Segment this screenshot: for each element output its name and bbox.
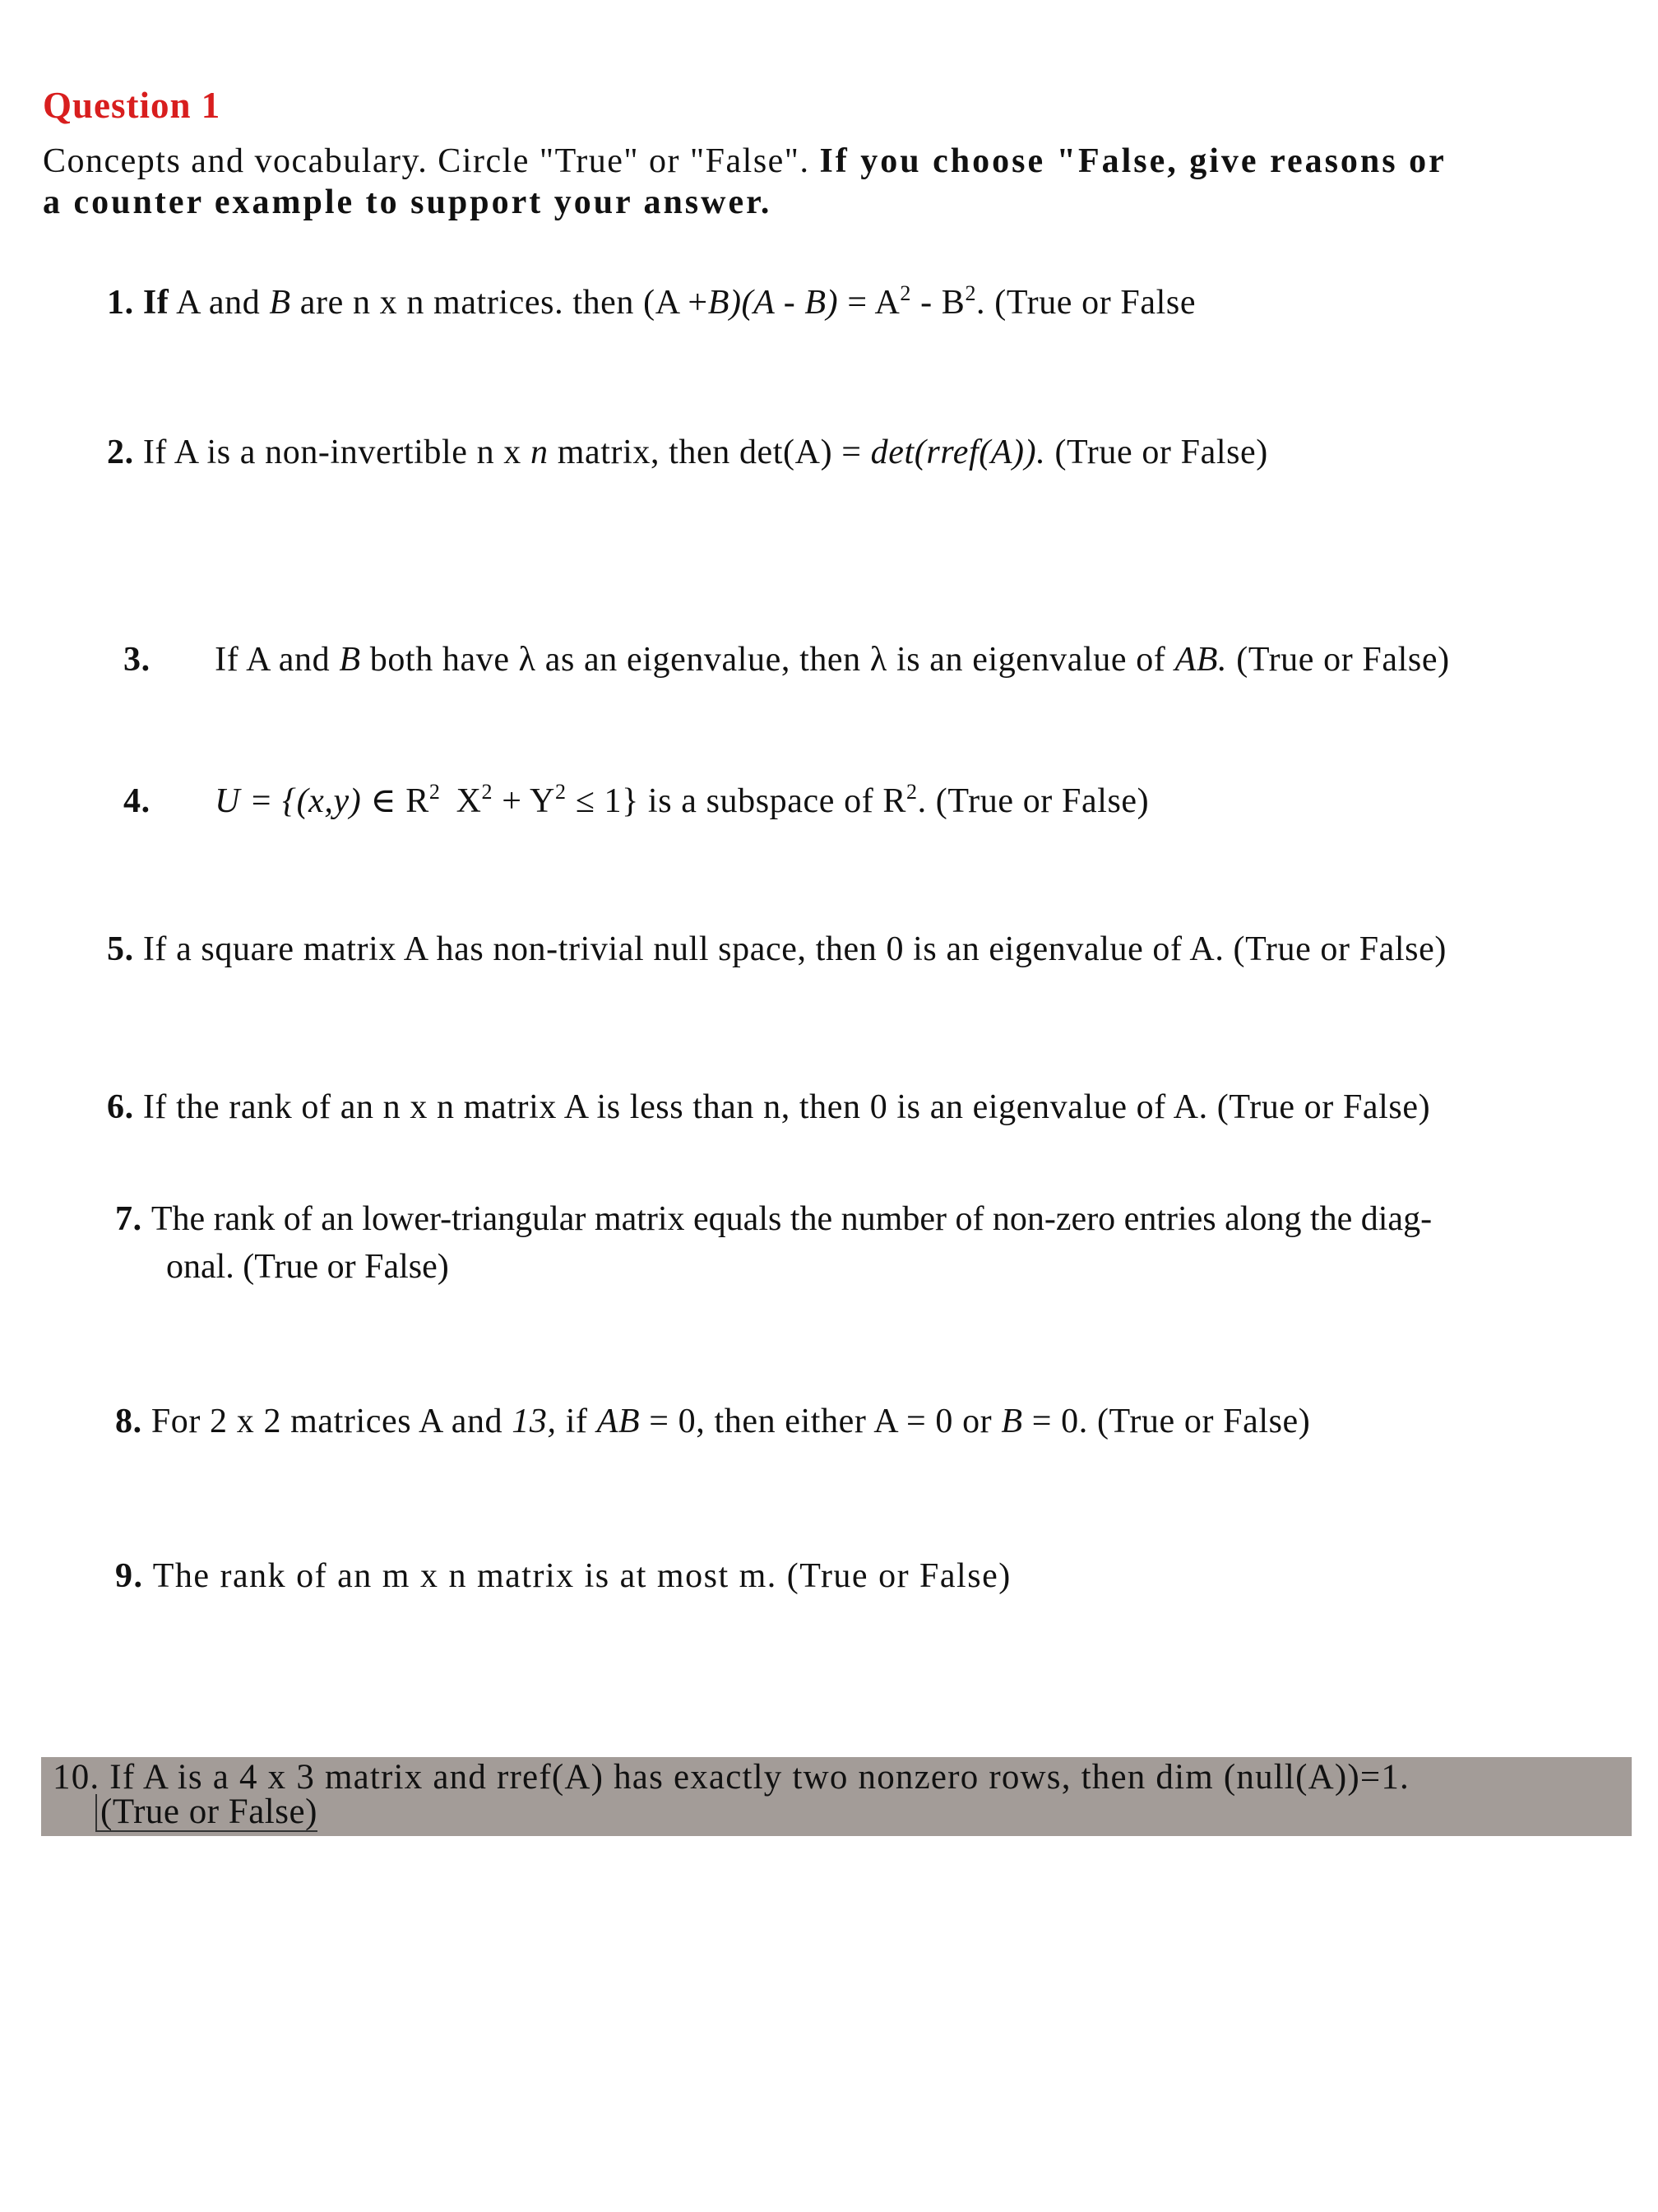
item-text: B <box>1001 1403 1023 1440</box>
item-text: = 0. (True or False) <box>1031 1403 1311 1440</box>
item-superscript: 2 <box>906 780 918 804</box>
question-item-10-continued: (True or False) <box>95 1794 317 1832</box>
item-text: B <box>269 284 291 322</box>
item-text: X <box>456 782 482 820</box>
item-text: ∈ R <box>370 782 429 820</box>
item-text: both have λ as an eigenvalue, then λ is an eigenvalue of <box>369 641 1166 679</box>
item-number: 4. <box>123 782 151 820</box>
question-item-7-continued <box>166 1247 449 1287</box>
instructions-line-1 <box>43 141 1447 181</box>
item-number: 1. <box>107 284 134 322</box>
question-item-5 <box>107 930 1447 969</box>
question-item-4 <box>123 780 1149 821</box>
item-text: 13, <box>512 1403 557 1440</box>
item-text: = 0, then either A = 0 or <box>649 1403 993 1440</box>
item-text: The rank of an m x n matrix is at most m. (True or False) <box>152 1557 1012 1595</box>
item-number: 5. <box>107 930 134 968</box>
question-item-7 <box>115 1199 1432 1239</box>
item-text: B)(A - B) <box>707 284 839 322</box>
item-text: The rank of an lower-triangular matrix equals the number of non-zero entries along the diag- <box>151 1200 1433 1238</box>
item-number: 7. <box>115 1200 142 1238</box>
item-text: . (True or False) <box>917 782 1150 820</box>
question-heading: Question 1 <box>43 85 221 126</box>
item-text: AB <box>596 1403 641 1440</box>
item-number: 6. <box>107 1088 134 1126</box>
item-superscript: 2 <box>900 281 912 305</box>
item-text: - B <box>920 284 966 322</box>
instructions-line-2 <box>43 183 771 222</box>
item-text: onal. (True or False) <box>166 1248 449 1286</box>
question-item-8 <box>115 1402 1310 1441</box>
item-number: 8. <box>115 1403 142 1440</box>
item-number: 9. <box>115 1557 144 1595</box>
item-text: (True or False) <box>1054 434 1268 471</box>
item-text: n <box>530 434 549 471</box>
item-text: U = {(x,y) <box>215 782 362 820</box>
item-text: = A <box>847 284 901 322</box>
item-text: if <box>565 1403 588 1440</box>
item-text: + Y <box>502 782 555 820</box>
item-text: B <box>339 641 361 679</box>
item-text: For 2 x 2 matrices A and <box>151 1403 503 1440</box>
item-text: matrix, then det(A) = <box>557 434 862 471</box>
item-text: AB. <box>1174 641 1228 679</box>
item-text: A and <box>176 284 261 322</box>
item-number: 3. <box>123 641 151 679</box>
item-number: 2. <box>107 434 134 471</box>
item-text: ≤ 1} is a subspace of R <box>575 782 906 820</box>
instructions-bold: If you choose "False, give reasons or <box>819 142 1447 180</box>
question-item-3 <box>123 640 1450 679</box>
question-item-9 <box>115 1556 1012 1596</box>
question-item-6 <box>107 1087 1430 1127</box>
question-item-1 <box>107 283 1196 322</box>
item-superscript: 2 <box>965 281 977 305</box>
item-superscript: 2 <box>481 780 493 804</box>
item-text: If a square matrix A has non-trivial null space, then 0 is an eigenvalue of A. (True or False) <box>142 930 1447 968</box>
instructions-bold-2: a counter example to support your answer. <box>43 183 772 221</box>
question-item-10: 10. If A is a 4 x 3 matrix and rref(A) has exactly two nonzero rows, then dim (null(A))=1. <box>53 1758 1410 1797</box>
item-superscript: 2 <box>555 780 567 804</box>
item-text: (True or False) <box>1236 641 1450 679</box>
item-text: are n x n matrices. then (A + <box>299 284 708 322</box>
item-text: If <box>142 284 169 322</box>
item-superscript: 2 <box>428 780 441 804</box>
instructions-plain: Concepts and vocabulary. Circle "True" or "False". <box>43 142 810 180</box>
item-text: If A is a non-invertible n x <box>142 434 521 471</box>
question-item-2 <box>107 433 1268 472</box>
item-text: If A and <box>215 641 331 679</box>
item-text: If the rank of an n x n matrix A is less than n, then 0 is an eigenvalue of A. (True or False) <box>142 1088 1431 1126</box>
item-text: det(rref(A)). <box>870 434 1046 471</box>
item-text: . (True or False <box>976 284 1197 322</box>
